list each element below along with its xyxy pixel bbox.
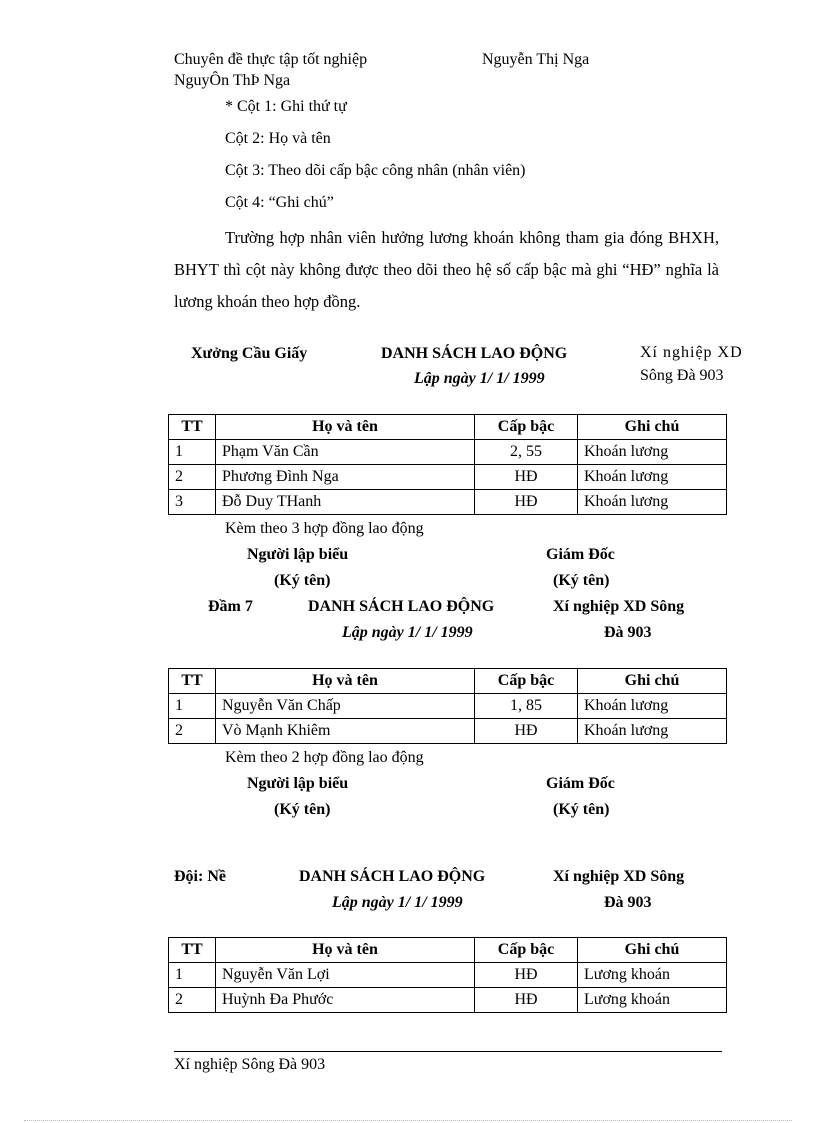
section2-preparer-sig: (Ký tên) (274, 801, 331, 818)
cell-note: Khoán lương (578, 719, 727, 744)
cell-name: Đỗ Duy THanh (216, 490, 475, 515)
table-row (169, 694, 727, 719)
th-name: Họ và tên (216, 669, 475, 694)
section1-company-line2: Sông Đà 903 (640, 367, 724, 384)
section3-title: DANH SÁCH LAO ĐỘNG (299, 868, 486, 885)
cell-name: Phạm Văn Cần (216, 440, 475, 465)
cell-note: Khoán lương (578, 490, 727, 515)
table-row (169, 440, 727, 465)
th-rank: Cấp bậc (475, 669, 578, 694)
section1-unit: Xưởng Cầu Giấy (191, 345, 308, 362)
footer-text: Xí nghiệp Sông Đà 903 (174, 1056, 326, 1073)
cell-rank: 2, 55 (475, 440, 578, 465)
col-desc-4: Cột 4: “Ghi chú” (225, 194, 334, 211)
footer-rule (174, 1051, 722, 1052)
section2-date: Lập ngày 1/ 1/ 1999 (342, 624, 473, 641)
table-header-row (169, 938, 727, 963)
cell-name: Nguyễn Văn Lợi (216, 963, 475, 988)
table-row (169, 988, 727, 1013)
cell-note: Lương khoán (578, 963, 727, 988)
section1-attached: Kèm theo 3 hợp đồng lao động (225, 520, 424, 537)
section3-company-line2: Đà 903 (604, 894, 652, 911)
col-desc-1: * Cột 1: Ghi thứ tự (225, 98, 347, 115)
cell-tt: 3 (169, 490, 216, 515)
section2-table (168, 668, 727, 744)
cell-tt: 2 (169, 465, 216, 490)
section2-company-line2: Đà 903 (604, 624, 652, 641)
th-rank: Cấp bậc (475, 415, 578, 440)
table-header-row (169, 415, 727, 440)
cell-name: Vò Mạnh Khiêm (216, 719, 475, 744)
header-garbled: NguyÔn ThÞ Nga (174, 72, 291, 89)
section1-preparer: Người lập biểu (247, 546, 349, 563)
section2-attached: Kèm theo 2 hợp đồng lao động (225, 749, 424, 766)
cell-tt: 1 (169, 440, 216, 465)
cell-tt: 1 (169, 963, 216, 988)
header-left: Chuyên đề thực tập tốt nghiệp (174, 51, 368, 68)
table-row (169, 465, 727, 490)
section1-director: Giám Đốc (546, 546, 615, 563)
col-desc-3: Cột 3: Theo dõi cấp bậc công nhân (nhân viên) (225, 162, 526, 179)
section2-preparer: Người lập biểu (247, 775, 349, 792)
cell-rank: HĐ (475, 988, 578, 1013)
cell-rank: HĐ (475, 465, 578, 490)
section1-preparer-sig: (Ký tên) (274, 572, 331, 589)
header-right: Nguyễn Thị Nga (482, 51, 590, 68)
th-rank: Cấp bậc (475, 938, 578, 963)
th-tt: TT (169, 669, 216, 694)
section3-table (168, 937, 727, 1013)
cell-name: Huỳnh Đa Phước (216, 988, 475, 1013)
section2-company-line1: Xí nghiệp XD Sông (553, 598, 685, 615)
th-tt: TT (169, 415, 216, 440)
section2-unit: Đầm 7 (208, 598, 253, 615)
th-note: Ghi chú (578, 669, 727, 694)
section1-date: Lập ngày 1/ 1/ 1999 (414, 370, 545, 387)
table-row (169, 490, 727, 515)
cell-rank: HĐ (475, 490, 578, 515)
th-name: Họ và tên (216, 415, 475, 440)
th-name: Họ và tên (216, 938, 475, 963)
explanation-paragraph: Trường hợp nhân viên hưởng lương khoán không tham gia đóng BHXH, BHYT thì cột này không được theo dõi theo hệ số cấp bậc mà ghi “HĐ” nghĩa là lương khoán theo hợp đồng. (174, 228, 719, 311)
section2-director: Giám Đốc (546, 775, 615, 792)
table-row (169, 719, 727, 744)
cell-rank: HĐ (475, 963, 578, 988)
cell-note: Khoán lương (578, 440, 727, 465)
cell-rank: 1, 85 (475, 694, 578, 719)
th-note: Ghi chú (578, 415, 727, 440)
section3-company-line1: Xí nghiệp XD Sông (553, 868, 685, 885)
table-row (169, 963, 727, 988)
cell-name: Nguyễn Văn Chấp (216, 694, 475, 719)
section1-title: DANH SÁCH LAO ĐỘNG (381, 345, 568, 362)
section1-table (168, 414, 727, 515)
col-desc-2: Cột 2: Họ và tên (225, 130, 331, 147)
cell-note: Lương khoán (578, 988, 727, 1013)
th-tt: TT (169, 938, 216, 963)
cell-note: Khoán lương (578, 465, 727, 490)
section2-director-sig: (Ký tên) (553, 801, 610, 818)
section1-director-sig: (Ký tên) (553, 572, 610, 589)
cell-tt: 2 (169, 719, 216, 744)
table-header-row (169, 669, 727, 694)
cell-tt: 1 (169, 694, 216, 719)
cell-note: Khoán lương (578, 694, 727, 719)
cell-rank: HĐ (475, 719, 578, 744)
section1-company-line1: Xí nghiệp XD (640, 344, 743, 361)
section2-title: DANH SÁCH LAO ĐỘNG (308, 598, 495, 615)
th-note: Ghi chú (578, 938, 727, 963)
cell-tt: 2 (169, 988, 216, 1013)
section3-unit: Đội: Nề (174, 868, 226, 885)
section3-date: Lập ngày 1/ 1/ 1999 (332, 894, 463, 911)
page-bottom-dotted-line (24, 1120, 792, 1121)
cell-name: Phương Đình Nga (216, 465, 475, 490)
